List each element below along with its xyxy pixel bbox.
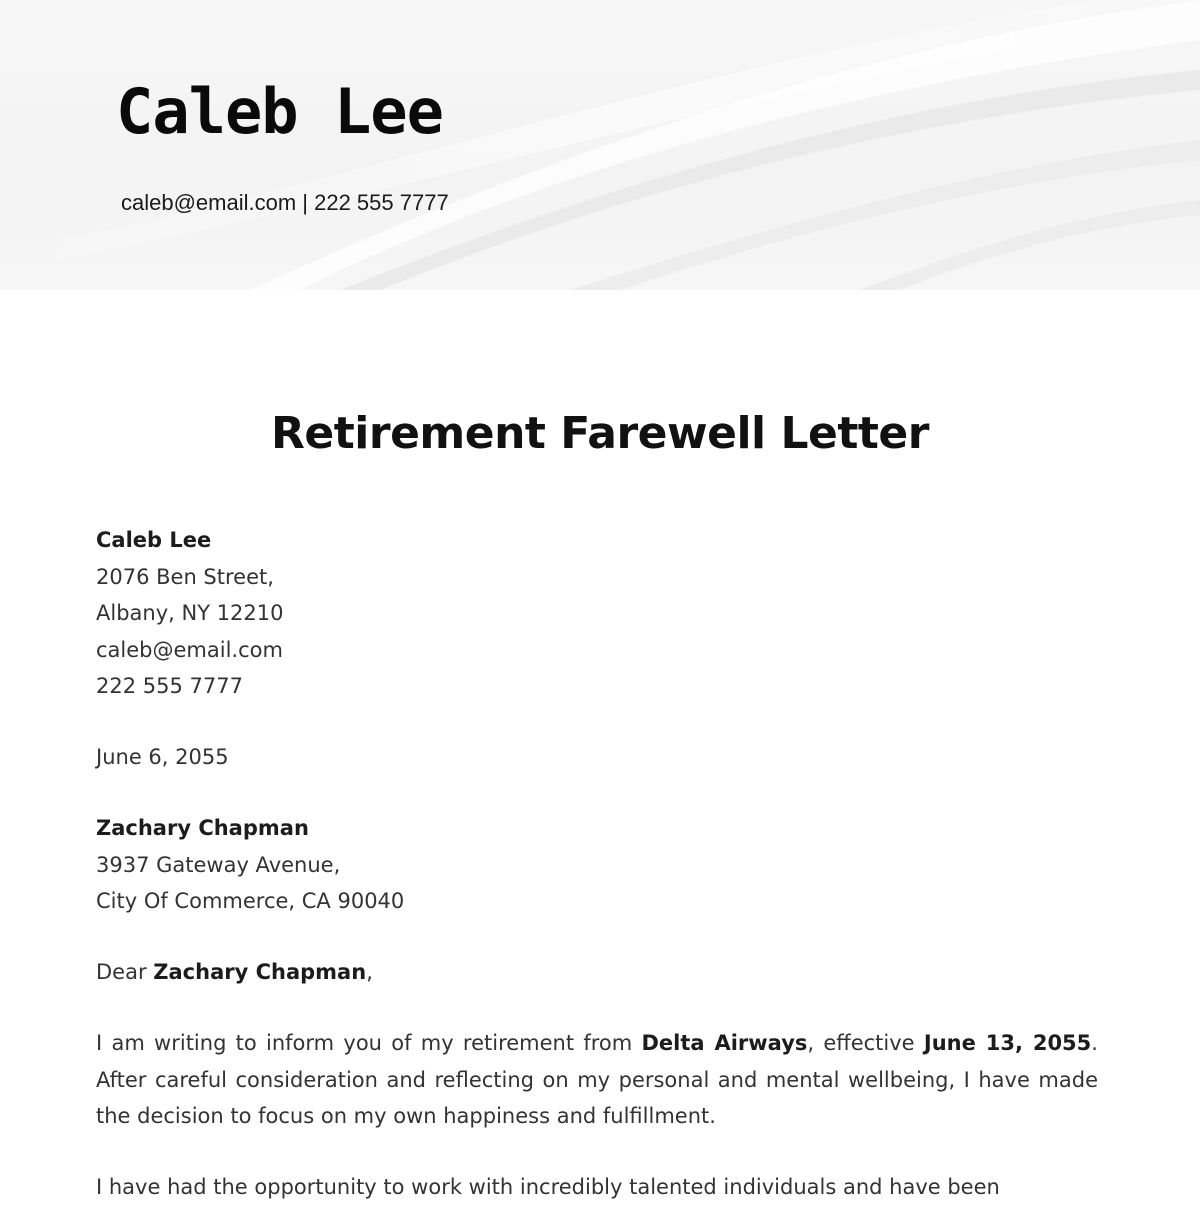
header-contact: caleb@email.com | 222 555 7777 xyxy=(121,190,449,215)
paragraph2-text: I have had the opportunity to work with incredibly talented individuals and have been xyxy=(96,1175,1000,1199)
header-banner xyxy=(0,0,1200,290)
salutation-suffix: , xyxy=(366,960,373,984)
sender-city: Albany, NY 12210 xyxy=(96,601,284,625)
sender-address xyxy=(96,522,1098,705)
letter-date-block xyxy=(96,739,1098,776)
paragraph1-part3: . After careful consideration and reflecting on my personal and mental wellbeing, I have made the decision to focus on my own happiness and fulfillment. xyxy=(96,1031,1098,1128)
letter-body xyxy=(96,522,1098,1206)
paragraph1-part2: , effective xyxy=(807,1031,924,1055)
company-name: Delta Airways xyxy=(641,1031,808,1055)
recipient-address xyxy=(96,810,1098,920)
document-title: Retirement Farewell Letter xyxy=(271,408,929,459)
sender-email: caleb@email.com xyxy=(96,637,283,662)
salutation-prefix: Dear xyxy=(96,960,154,984)
recipient-name: Zachary Chapman xyxy=(96,816,309,840)
salutation xyxy=(96,954,1098,991)
paragraph1-part1: I am writing to inform you of my retirement from xyxy=(96,1031,642,1055)
recipient-city: City Of Commerce, CA 90040 xyxy=(96,889,405,913)
sender-name: Caleb Lee xyxy=(96,528,212,552)
recipient-street: 3937 Gateway Avenue, xyxy=(96,852,341,877)
salutation-name: Zachary Chapman xyxy=(153,960,367,984)
effective-date: June 13, 2055 xyxy=(923,1031,1092,1055)
letter-date: June 6, 2055 xyxy=(96,745,229,769)
header-name: Caleb Lee xyxy=(116,75,443,148)
paragraph-opportunity xyxy=(96,1169,1098,1206)
paragraph-retirement-notice xyxy=(96,1025,1098,1135)
sender-street: 2076 Ben Street, xyxy=(96,564,274,589)
sender-phone: 222 555 7777 xyxy=(96,674,243,698)
